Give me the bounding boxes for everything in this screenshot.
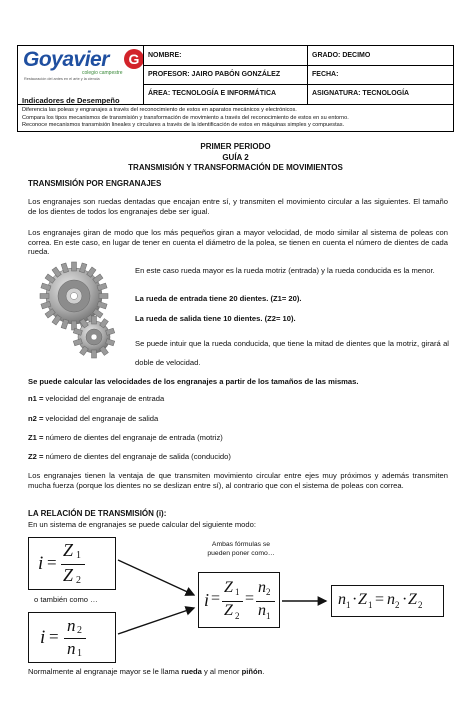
formula-box-product (331, 585, 444, 617)
formula-equals: = (211, 590, 221, 607)
definition-desc: velocidad del engranaje de entrada (43, 394, 165, 403)
formula-i: i (40, 627, 46, 648)
fecha-label: FECHA: (312, 71, 339, 78)
title-periodo: PRIMER PERIODO (200, 142, 271, 151)
dientes-entrada: La rueda de entrada tiene 20 dientes. (Z1= 20). (135, 294, 302, 303)
dientes-salida: La rueda de salida tiene 10 dientes. (Z2= 10). (135, 314, 296, 323)
formula-n2: n (67, 616, 76, 635)
logo-tagline: Restauración del antes en el arte y la ciencia (24, 77, 100, 81)
closing-word-rueda: rueda (181, 667, 202, 676)
formula-equals: = (49, 627, 59, 646)
formula-sub: 2 (235, 611, 240, 621)
asignatura-label: ASIGNATURA: TECNOLOGÍA (312, 90, 410, 97)
closing-prefix: Normalmente al engranaje mayor se le llama (28, 667, 182, 676)
formula-sub: 2 (76, 575, 81, 586)
formula-n2: n (258, 579, 266, 596)
formula-sub: 1 (346, 600, 351, 610)
profesor-label: PROFESOR: JAIRO PABÓN GONZÁLEZ (148, 71, 281, 78)
formula-sub: 2 (77, 625, 82, 636)
formula-z2: Z (63, 565, 74, 585)
closing-word-pinon: piñón (241, 667, 263, 676)
formula-n1: n (258, 602, 266, 619)
definition-term: Z2 = (28, 452, 44, 461)
indicador-item: Compara los tipos mecanismos de transmisión y transformación de movimiento a través del reconocimiento de estos en su entorno. (22, 114, 349, 121)
logo-name: Goyavier (23, 48, 109, 71)
formula-i: i (38, 553, 44, 574)
formula-z1: Z (63, 540, 74, 560)
definition-term: n2 = (28, 414, 44, 423)
indicador-item: Reconoce mecanismos transmisión lineales y circulares a través de la identificación de estos en máquinas simples y compuestas. (22, 122, 345, 129)
paragraph-engranajes-4: Se puede intuir que la rueda conducida, que tiene la mitad de dientes que la motriz, girará al doble de velocidad. (135, 339, 449, 367)
definition-desc: velocidad del engranaje de salida (43, 414, 159, 423)
section-heading-relacion: LA RELACIÓN DE TRANSMISIÓN (i): (28, 509, 167, 518)
closing-sentence (28, 667, 448, 677)
formula-sub: 1 (235, 587, 240, 597)
indicadores-title: Indicadores de Desempeño (22, 96, 120, 105)
paragraph-velocidades: Se puede calcular las velocidades de los engranajes a partir de los tamaños de las mismas. (28, 377, 359, 386)
formula-box-combined (198, 572, 280, 628)
formula-z1: Z (224, 579, 233, 596)
logo-badge: G (124, 49, 144, 69)
paragraph-engranajes-2: Los engranajes giran de modo que los más pequeños giran a mayor velocidad, de modo similar al sistema de poleas con correa. En este caso, en lugar de tener en cuenta el diámetro de la polea, se tienen en cuenta el número de dientes de cada rueda. (28, 228, 448, 257)
formula-equals: = (375, 591, 385, 608)
formula-z1: Z (358, 591, 367, 608)
formula-sub: 1 (266, 611, 271, 621)
paragraph-ventaja: Los engranajes tienen la ventaja de que transmiten movimiento circular entre ejes muy próximos y además transmiten mucha fuerza (porque los dientes no se deslizan entre sí), al contrario que con el sistema de poleas con correa. (28, 471, 448, 490)
formula-sub: 1 (76, 550, 81, 561)
formula-dot: · (352, 591, 358, 608)
formula-equals: = (47, 553, 57, 572)
formula-dot: · (402, 591, 408, 608)
definition-desc: número de dientes del engranaje de salida (conducido) (43, 452, 231, 461)
title-tema: TRANSMISIÓN Y TRANSFORMACIÓN DE MOVIMIENTOS (128, 163, 343, 172)
formula-sub: 2 (418, 600, 423, 610)
section-heading-engranajes: TRANSMISIÓN POR ENGRANAJES (28, 179, 162, 188)
indicador-item: Diferencia las poleas y engranajes a través del reconocimiento de estos en aparatos mecánicos y electrónicos. (22, 107, 297, 113)
o-tambien-label: o también como … (34, 595, 98, 604)
closing-end: . (262, 667, 265, 676)
closing-middle: y al menor (201, 667, 242, 676)
formula-z2: Z (408, 591, 417, 608)
title-guia: GUÍA 2 (222, 152, 249, 162)
paragraph-engranajes-3: En este caso rueda mayor es la rueda motriz (entrada) y la rueda conducida es la menor. (135, 266, 435, 275)
nombre-label: NOMBRE: (148, 52, 182, 59)
formula-z2: Z (224, 602, 233, 619)
formula-n1: n (67, 639, 76, 658)
formula-n1: n (338, 591, 346, 608)
formula-sub: 1 (77, 648, 82, 659)
formula-n2: n (387, 591, 395, 608)
relacion-intro: En un sistema de engranajes se puede calcular del siguiente modo: (28, 520, 256, 529)
area-label: ÁREA: TECNOLOGÍA E INFORMÁTICA (148, 90, 277, 97)
logo-subtitle: colegio campestre (82, 70, 123, 76)
paragraph-engranajes-1: Los engranajes son ruedas dentadas que encajan entre sí, y transmiten el movimiento circular a las siguientes. El tamaño de los dientes de todos los engranajes debe ser igual. (28, 197, 448, 216)
definition-term: n1 = (28, 394, 44, 403)
grado-label: GRADO: DECIMO (312, 52, 371, 59)
formula-sub: 1 (368, 600, 373, 610)
definition-term: Z1 = (28, 433, 44, 442)
formula-i: i (204, 590, 210, 610)
formulas-note: Ambas fórmulas se pueden poner como… (207, 541, 275, 557)
formula-sub: 2 (266, 587, 271, 597)
formula-equals: = (245, 590, 255, 607)
formula-sub: 2 (395, 600, 400, 610)
definition-desc: número de dientes del engranaje de entrada (motriz) (43, 433, 223, 442)
